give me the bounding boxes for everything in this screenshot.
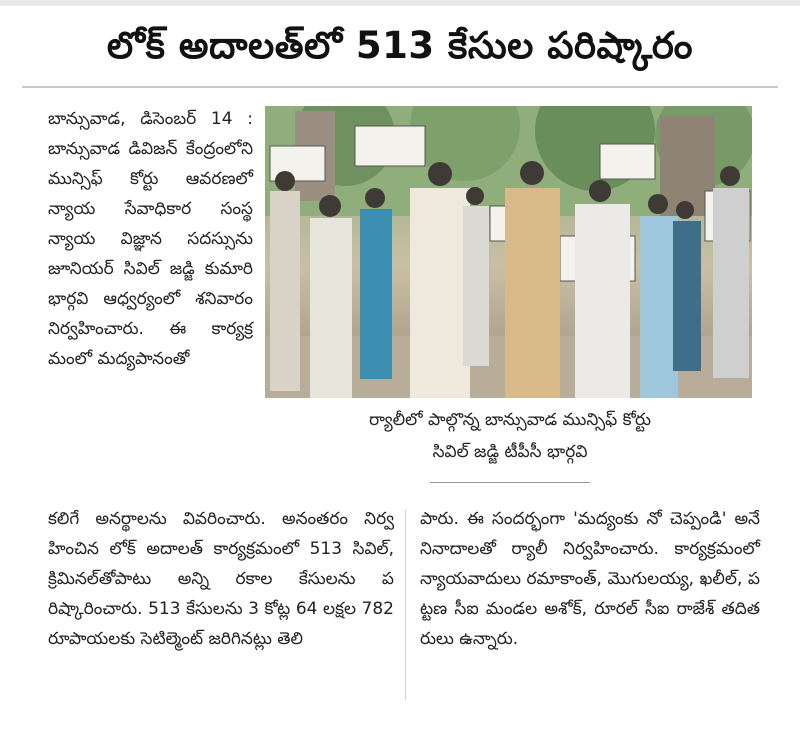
- rally-photo-illustration: [265, 106, 752, 398]
- column-divider: [405, 510, 406, 700]
- article-column-right: పారు. ఈ సందర్భంగా 'మద్యంకు నో చెప్పండి' అనే నినాదాలతో ర్యాలీ నిర్వహించారు. కార్యక్రమంలో న్యాయవాదులు రమాకాంత్, మొగులయ్య, ఖలీల్, పట్టణ సీఐ మండల అశోక్, రూరల్ సీఐ రాజేశ్ తదితరులు ఉన్నారు.: [420, 509, 760, 649]
- article-column-left: బాన్సువాడ, డిసెంబర్ 14 : బాన్సువాడ డివిజన్ కేంద్రంలోని మున్సిఫ్ కోర్టు ఆవరణలో న్యాయ సేవాధికార సంస్థ న్యాయ విజ్ఞాన సదస్సును జూనియర్ సివిల్ జడ్జి కుమారి భార్గవి ఆధ్వర్యంలో శనివారం నిర్వహించారు. ఈ కార్యక్రమంలో మద్యపానంతో: [48, 109, 253, 369]
- headline: లోక్ అదాలత్‌లో 513 కేసుల పరిష్కారం: [106, 24, 694, 67]
- news-photo: [265, 106, 752, 398]
- caption-line-1: ర్యాలీలో పాల్గొన్న బాన్సువాడ మున్సిఫ్ కోర్టు: [368, 410, 652, 430]
- top-rule: [0, 0, 800, 6]
- headline-divider: [22, 86, 778, 88]
- article-column-middle: కలిగే అనర్థాలను వివరించారు. అనంతరం నిర్వహించిన లోక్ అదాలత్ కార్యక్రమంలో 513 సివిల్, క్రిమినల్‌తోపాటు అన్ని రకాల కేసులను పరిష్కారించారు. 513 కేసులను 3 కోట్ల 64 లక్షల 782 రూపాయలకు సెటిల్మెంట్ జరిగినట్లు తెలి: [48, 509, 394, 649]
- caption-divider: [430, 482, 590, 483]
- caption-line-2: సివిల్ జడ్జి టీపీసీ భార్గవి: [432, 442, 588, 462]
- photo-caption: [268, 404, 752, 468]
